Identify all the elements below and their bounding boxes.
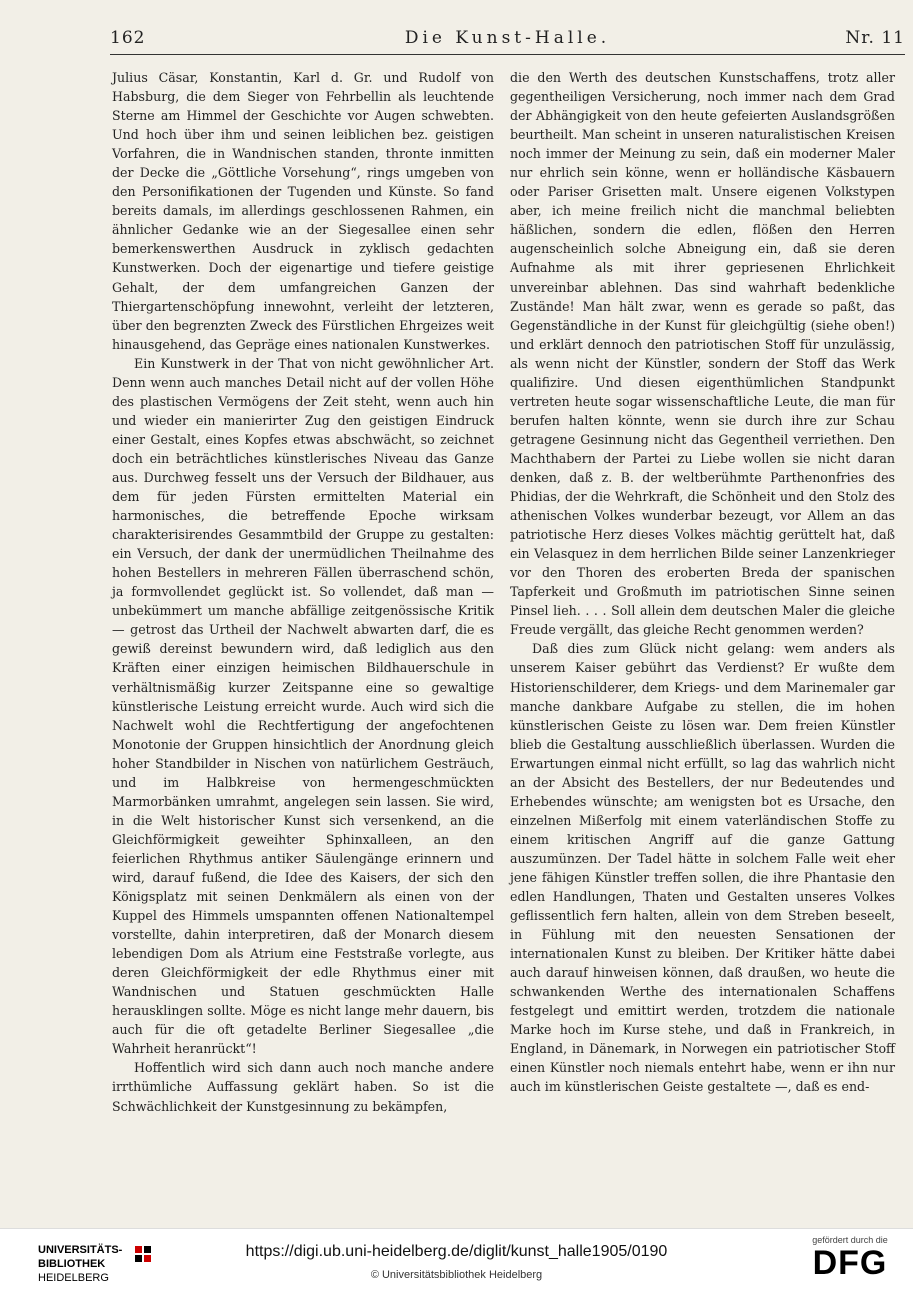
page-header — [110, 28, 905, 54]
dfg-logo[interactable] — [800, 1235, 900, 1287]
permalink-url[interactable]: https://digi.ub.uni-heidelberg.de/diglit/kunst_halle1905/0190 — [245, 1243, 668, 1260]
paragraph: die den Werth des deutschen Kunstschaffens, trotz aller gegentheiligen Versicherung, noch immer nach dem Grad der Abhängigkeit von den heute gefeierten Auslandsgrößen beurtheilt. Man scheint in unseren naturalistischen Kreisen noch immer der Meinung zu sein, daß ein moderner Maler nur ehrlich sein könne, wenn er holländische Käsbauern oder Pariser Grisetten malt. Unsere eigenen Volkstypen aber, ich meine freilich nicht die manchmal beliebten häßlichen, sondern die edlen, flößen den Herren augenscheinlich solche Abneigung ein, daß sie deren Aufnahme als mit ihrer gepriesenen Ehrlichkeit unvereinbar ablehnen. Das sind wahrhaft bedenkliche Zustände! Man hält zwar, wenn es gerade so paßt, das Gegenständliche in der Kunst für gleichgültig (siehe oben!) und erklärt dennoch den patriotischen Stoff für unzulässig, als wenn nicht der Künstler, sondern der Stoff das Werk qualifizire. Und diesen eigenthümlichen Standpunkt vertreten heute sogar wissenschaftliche Leute, die man für berufen halten könnte, wenn sie durch ihre zur Schau getragene Gesinnung nicht das Gegentheil verriethen. Den Machthabern der Partei zu Liebe wollen sie nicht daran denken, daß z. B. der weltberühmte Parthenonfries des Phidias, der die Wehrkraft, die Schönheit und den Stolz des athenischen Volkes wunderbar bezeugt, vor Allem an das patriotische Herz dieses Volkes mächtig gerüttelt hat, daß ein Velasquez in dem herrlichen Bilde seiner Lanzenkrieger vor den Thoren des eroberten Breda der spanischen Tapferkeit und Großmuth im patriotischen Sinne seinen Pinsel lieh. . . . Soll allein dem deutschen Maler die gleiche Freude vergällt, das gleiche Recht genommen werden? — [510, 70, 895, 638]
paragraph: Hoffentlich wird sich dann auch noch manche andere irrthümliche Auffassung geklärt haben. So ist die Schwächlichkeit der Kunstgesinnung zu bekämpfen, — [112, 1060, 494, 1114]
journal-title: Die Kunst-Halle. — [404, 28, 611, 48]
page-number: 162 — [110, 28, 146, 48]
paragraph: Ein Kunstwerk in der That von nicht gewöhnlicher Art. Denn wenn auch manches Detail nicht auf der vollen Höhe des plastischen Vermögens der Zeit steht, wenn auch hin und wieder ein manierirter Zug den geistigen Eindruck einer Gestalt, eines Kopfes etwas abschwächt, so zeichnet doch ein beträchtliches künstlerisches Niveau das Ganze aus. Durchweg fesselt uns der Versuch der Bildhauer, aus dem für jeden Fürsten ermittelten Material ein harmonisches, die betreffende Epoche wirksam charakterisirendes Gesammtbild der Gruppe zu gestalten: ein Versuch, der dank der unermüdlichen Theilnahme des hohen Bestellers in mehreren Fällen überraschend schön, ja formvollendet geglückt ist. So vollendet, daß man — unbekümmert um manche abfällige zeitgenössische Kritik — getrost das Urtheil der Nachwelt abwarten darf, die es gewiß dereinst bewundern wird, daß lediglich aus den Kräften einer einzigen heimischen Bildhauerschule in verhältnismäßig kurzer Zeitspanne eine so gewaltige künstlerische Leistung erreicht wurde. Auch wird sich die Nachwelt wohl die Rechtfertigung der angefochtenen Monotonie der Gruppen hinsichtlich der Anordnung gleich hoher Standbilder in Nischen von natürlichem Gesträuch, und im Halbkreise von hermengeschmückten Marmorbänken umrahmt, angelegen sein lassen. Sie wird, in die Welt historischer Kunst sich versenkend, an die Gleichförmigkeit geweihter Sphinxalleen, an den feierlichen Rhythmus antiker Säulengänge erinnern und wird, darauf fußend, die Idee des Kaisers, der sich den Königsplatz mit seinen Denkmälern als einen von der Kuppel des Himmels umspannten offenen Nationaltempel vorstellte, dahin interpretiren, daß der Monarch diesem lebendigen Dom als Atrium eine Feststraße vorlegte, aus deren Gleichförmigkeit der edle Rhythmus einer mit Wandnischen und Statuen geschmückten Halle herausklingen sollte. Möge es nicht lange mehr dauern, bis auch für die oft getadelte Berliner Siegesallee „die Wahrheit heranrückt“! — [112, 355, 494, 1057]
library-name-line2: BIBLIOTHEK — [38, 1258, 106, 1270]
viewer-footer — [0, 1228, 913, 1294]
library-name-line1: UNIVERSITÄTS- — [38, 1244, 123, 1256]
issue-number: Nr. 11 — [845, 28, 905, 48]
dfg-wordmark: DFG — [812, 1244, 888, 1282]
header-rule — [110, 54, 905, 55]
left-column — [112, 68, 494, 1116]
funded-by-label: gefördert durch die — [812, 1235, 888, 1245]
copyright-notice: © Universitätsbibliothek Heidelberg — [370, 1269, 543, 1281]
library-name-line3: HEIDELBERG — [38, 1272, 109, 1284]
paragraph: Julius Cäsar, Konstantin, Karl d. Gr. und Rudolf von Habsburg, die dem Sieger von Fehrbellin als leuchtende Sterne am Himmel der Geschichte vor Augen schwebten. Und hoch über ihm und seinen leiblichen bez. geistigen Vorfahren, die in Wandnischen standen, thronte inmitten der Decke die „Göttliche Vorsehung“, rings umgeben von den Personifikationen der Tugenden und Künste. So fand bereits damals, im allerdings geschlossenen Rahmen, ein ähnlicher Gedanke wie an der Siegesallee einen sehr bemerkenswerthen Ausdruck in zyklisch gedachten Kunstwerken. Doch der eigenartige und tiefere geistige Gehalt, der dem umfangreichen Ganzen der Thiergartenschöpfung innewohnt, verleiht der letzteren, über den begrenzten Zweck des Fürstlichen Ehrgeizes weit hinausgehend, das Gepräge eines nationalen Kunstwerkes. — [112, 70, 494, 352]
paragraph: Daß dies zum Glück nicht gelang: wem anders als unserem Kaiser gebührt das Verdienst? Er wußte dem Historienschilderer, dem Kriegs- und dem Marinemaler gar manche dankbare Aufgabe zu stellen, die im hohen künstlerischen Geiste zu lösen war. Dem freien Künstler blieb die Gestaltung ausschließlich überlassen. Wurden die Erwartungen einmal nicht erfüllt, so lag das wahrlich nicht an der Absicht des Bestellers, der nur Bedeutendes und Erhebendes wünschte; am wenigsten bot es Ursache, den einzelnen Mißerfolg mit einem vaterländischen Stoffe zu einem kritischen Angriff auf die ganze Gattung auszumünzen. Der Tadel hätte in solchem Falle weit eher jene fähigen Künstler treffen sollen, die ihre Phantasie den edlen Handlungen, Thaten und Gestalten unseres Volkes geflissentlich fern halten, allein von dem Streben beseelt, in Fühlung mit den neuesten Sensationen der internationalen Kunst zu bleiben. Der Kritiker hätte dabei auch darauf hinweisen können, daß draußen, wo heute die schwankenden Werthe des internationalen Schaffens festgelegt und emittirt werden, trotzdem die nationale Marke hoch im Kurse stehe, und daß in Frankreich, in England, in Dänemark, in Norwegen ein patriotischer Stoff einen Künstler noch niemals entehrt habe, wenn er ihn nur auch im künstlerischen Geiste gestaltete —, daß es end- — [510, 641, 895, 1095]
right-column — [510, 68, 895, 1097]
